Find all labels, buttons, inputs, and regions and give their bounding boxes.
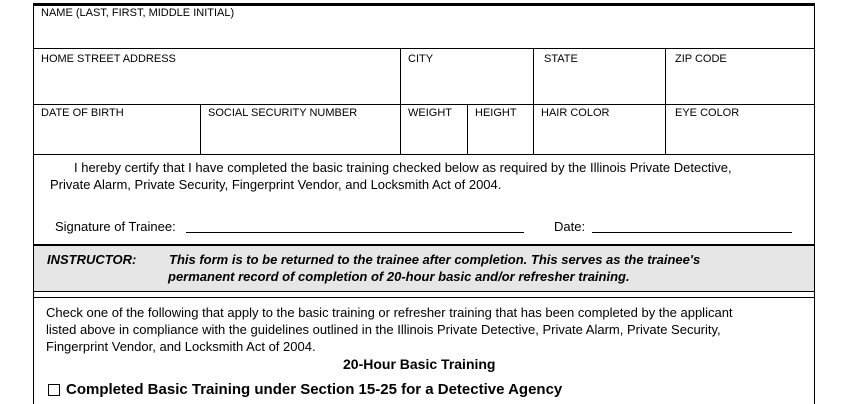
- signature-label: Signature of Trainee:: [55, 219, 176, 234]
- dob-label: DATE OF BIRTH: [41, 107, 124, 119]
- instructor-line-2: permanent record of completion of 20-hour basic and/or refresher training.: [168, 269, 630, 284]
- hair-divider: [533, 104, 534, 154]
- certify-line-1: I hereby certify that I have completed the basic training checked below as required by the Illinois Private Detective,: [74, 160, 732, 175]
- ssn-field[interactable]: [206, 124, 396, 150]
- zip-field[interactable]: [671, 70, 809, 100]
- zip-divider: [665, 48, 666, 105]
- weight-divider: [400, 104, 401, 154]
- row-divider-3: [33, 154, 815, 155]
- basic-training-detective-checkbox[interactable]: [48, 384, 60, 396]
- date-line: [592, 232, 792, 233]
- name-label: NAME (LAST, FIRST, MIDDLE INITIAL): [41, 7, 235, 19]
- height-divider: [467, 104, 468, 154]
- check-section-top-border: [33, 297, 815, 298]
- state-divider: [533, 48, 534, 105]
- dob-field[interactable]: [40, 124, 195, 150]
- city-divider: [400, 48, 401, 105]
- hair-color-field[interactable]: [539, 124, 661, 150]
- name-field[interactable]: [40, 22, 810, 46]
- address-label: HOME STREET ADDRESS: [41, 53, 176, 65]
- height-field[interactable]: [473, 124, 530, 150]
- date-field[interactable]: [592, 216, 790, 232]
- instructor-line-1: This form is to be returned to the trainee after completion. This serves as the trainee's: [169, 252, 701, 267]
- right-border: [814, 3, 815, 404]
- basic-training-heading: 20-Hour Basic Training: [343, 356, 496, 372]
- eye-color-field[interactable]: [671, 124, 809, 150]
- check-line-2: listed above in compliance with the guidelines outlined in the Illinois Private Detective, Private Alarm, Private Security,: [46, 322, 721, 337]
- basic-training-detective-label: Completed Basic Training under Section 15-25 for a Detective Agency: [66, 381, 563, 398]
- city-field[interactable]: [406, 70, 530, 100]
- city-label: CITY: [408, 53, 434, 65]
- home-address-field[interactable]: [40, 70, 395, 100]
- row-divider-2: [33, 104, 815, 105]
- left-border: [33, 3, 34, 404]
- ssn-divider: [200, 104, 201, 154]
- instructor-bottom-border: [33, 291, 815, 292]
- top-border: [33, 3, 815, 6]
- ssn-label: SOCIAL SECURITY NUMBER: [208, 107, 358, 119]
- date-label: Date:: [554, 219, 586, 234]
- signature-field[interactable]: [186, 216, 522, 232]
- check-line-3: Fingerprint Vendor, and Locksmith Act of 2004.: [46, 339, 316, 354]
- row-divider-1: [33, 48, 815, 49]
- hair-label: HAIR COLOR: [541, 107, 610, 119]
- certify-line-2: Private Alarm, Private Security, Fingerprint Vendor, and Locksmith Act of 2004.: [50, 177, 502, 192]
- check-line-1: Check one of the following that apply to the basic training or refresher training that has been completed by the applicant: [46, 305, 733, 320]
- height-label: HEIGHT: [475, 107, 517, 119]
- instructor-label: INSTRUCTOR:: [47, 252, 137, 267]
- state-field[interactable]: [539, 70, 661, 100]
- weight-label: WEIGHT: [408, 107, 452, 119]
- signature-line: [186, 232, 524, 233]
- state-label: STATE: [544, 53, 578, 65]
- eye-label: EYE COLOR: [675, 107, 740, 119]
- weight-field[interactable]: [406, 124, 464, 150]
- zip-label: ZIP CODE: [675, 53, 727, 65]
- eye-divider: [665, 104, 666, 154]
